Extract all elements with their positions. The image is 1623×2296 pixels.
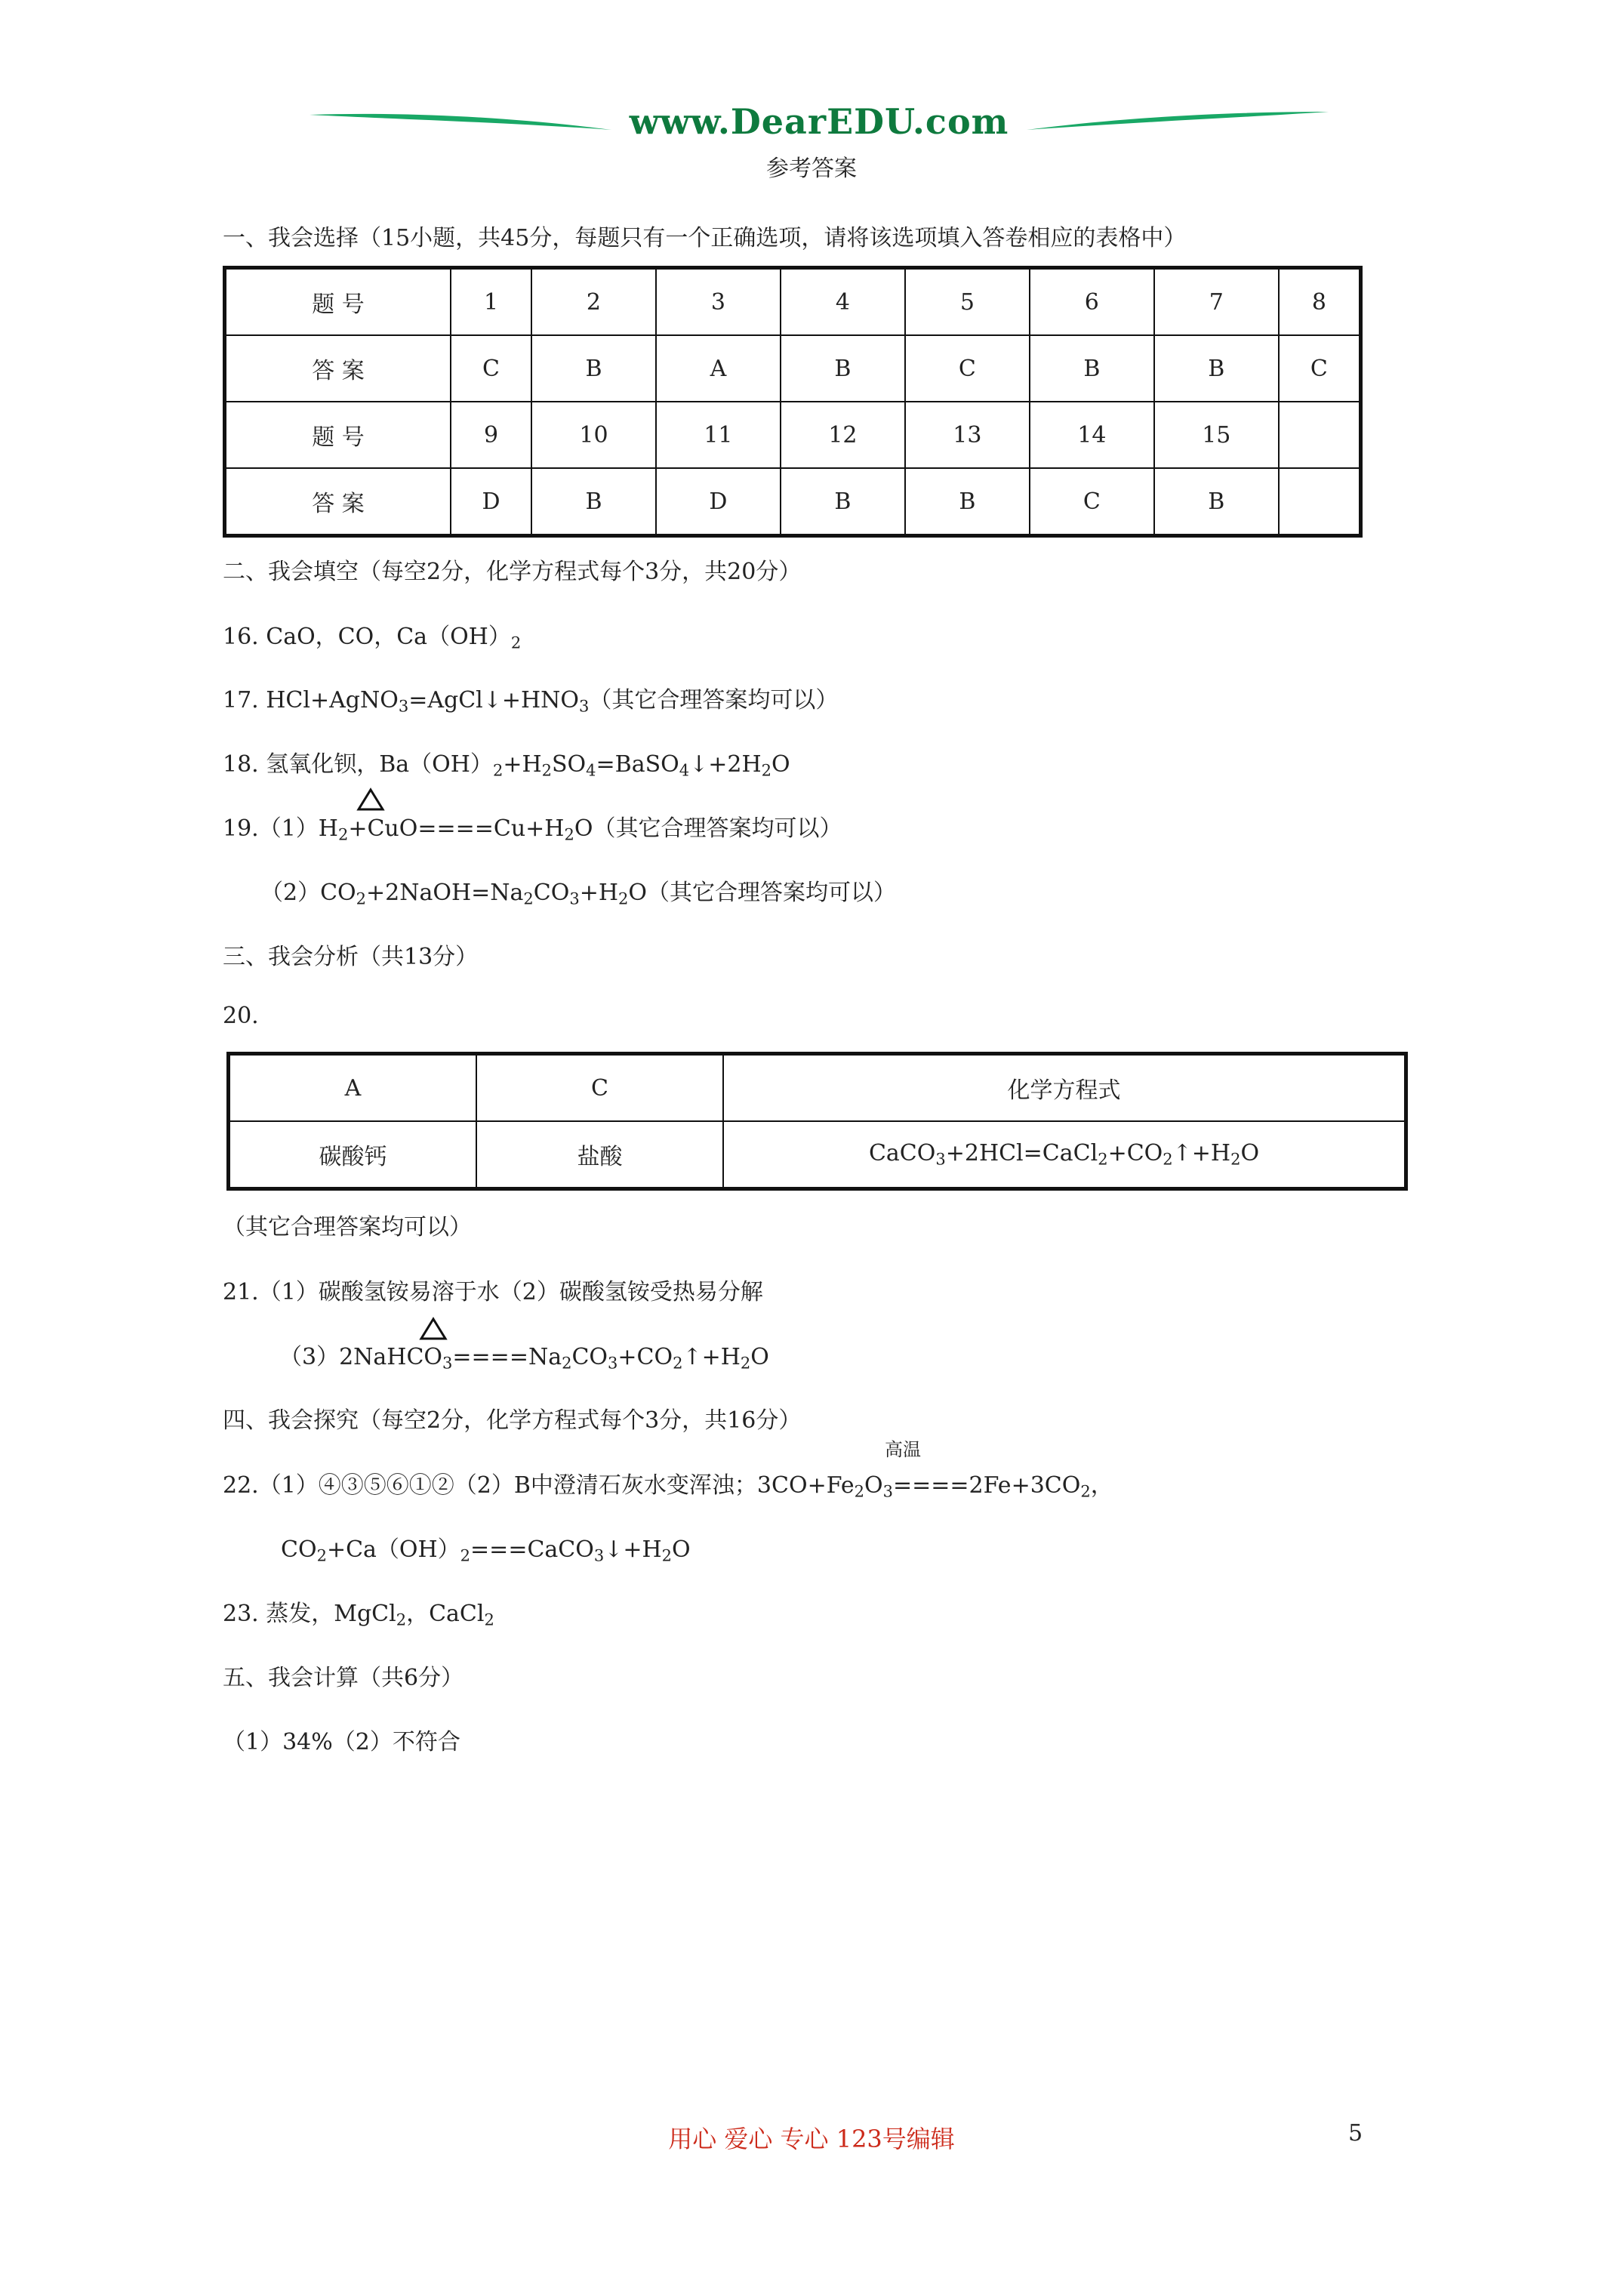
text: O（其它合理答案均可以） [574,815,842,842]
table-cell: 4 [781,268,905,336]
subscript: 2 [356,889,367,908]
table-cell: 7 [1154,268,1279,336]
table-cell: D [656,468,781,536]
table-cell: 5 [905,268,1030,336]
text: 17. HCl+AgNO [223,687,399,713]
table-row [229,1121,1406,1189]
table-row [225,335,1361,402]
subscript: 2 [396,1610,407,1629]
text: CO [533,880,570,906]
answer-22-2 [281,1530,691,1564]
text: O（其它合理答案均可以） [628,880,897,906]
equation-cell [723,1121,1406,1189]
subscript: 2 [460,1546,471,1565]
table-cell: C [1030,468,1154,536]
table-cell: C [451,335,531,402]
table-cell: 13 [905,402,1030,468]
table-row [225,268,1361,336]
text: ↓+H [604,1536,662,1563]
text: ↓+2H [689,751,762,778]
subscript: 2 [1163,1150,1173,1169]
row-label: 题 号 [225,402,451,468]
text: =AgCl↓+HNO [408,687,580,713]
table-cell: 1 [451,268,531,336]
subscript: 2 [484,1610,494,1629]
text: ===CaCO [470,1536,594,1563]
text: ↑+H [1172,1140,1231,1167]
subscript: 2 [541,761,552,780]
text: CO [281,1536,317,1563]
subscript: 2 [661,1546,673,1565]
subscript: 3 [882,1482,893,1501]
table-row [225,468,1361,536]
header-cell: 化学方程式 [723,1054,1406,1122]
subscript: 2 [523,889,534,908]
row-label: 题 号 [225,268,451,336]
subscript: 2 [1230,1150,1241,1169]
text: 18. 氢氧化钡，Ba（OH） [223,751,493,778]
table-cell: B [1154,335,1279,402]
table-cell: 2 [531,268,656,336]
section4-heading: 四、我会探究（每空2分，化学方程式每个3分，共16分） [223,1407,802,1434]
table-cell: 10 [531,402,656,468]
subscript: 2 [510,633,522,652]
subscript: 3 [442,1354,453,1373]
text: ， [1090,1472,1113,1499]
table-cell: D [451,468,531,536]
text: ====Na [452,1344,562,1370]
subscript: 2 [618,889,629,908]
answer-20-label: 20. [223,1003,259,1029]
table-cell: 盐酸 [476,1121,723,1189]
subscript: 3 [608,1354,618,1373]
text: （2）CO [260,880,356,906]
text: （3）2NaHCO [279,1344,443,1370]
table-cell: A [656,335,781,402]
answer-24: （1）34%（2）不符合 [223,1729,460,1755]
text: +H [579,880,619,906]
text: 22.（1）④③⑤⑥①②（2）B中澄清石灰水变浑浊；3CO+Fe [223,1472,855,1499]
table-cell [1279,468,1361,536]
site-name: www.DearEDU.com [629,101,1009,142]
subscript: 2 [337,825,349,844]
header-cell: A [229,1054,477,1122]
table-cell [1279,402,1361,468]
subscript: 2 [740,1354,751,1373]
table-cell: 3 [656,268,781,336]
text: CaCO [868,1140,936,1167]
subscript: 4 [586,761,596,780]
text: +2HCl=CaCl [945,1140,1098,1167]
answer-21-1: 21.（1）碳酸氢铵易溶于水（2）碳酸氢铵受热易分解 [223,1279,763,1305]
text: O [1240,1140,1260,1167]
text: O [672,1536,691,1563]
text: O [750,1344,769,1370]
section1-heading: 一、我会选择（15小题，共45分，每题只有一个正确选项，请将该选项填入答卷相应的表格中） [223,225,1187,251]
text: +CO [617,1344,673,1370]
section2-heading: 二、我会填空（每空2分，化学方程式每个3分，共20分） [223,559,802,585]
reaction-condition: 高温 [885,1439,921,1460]
table-cell: B [1030,335,1154,402]
text: +Ca（OH） [326,1536,460,1563]
footer-text: 用心 爱心 专心 123号编辑 [668,2125,955,2153]
subscript: 2 [564,825,574,844]
answer-23 [223,1595,494,1629]
text: +CO [1107,1140,1163,1167]
analysis-table [226,1052,1408,1191]
answer-table [223,266,1363,538]
answer-19-1 [223,809,842,843]
table-cell: 12 [781,402,905,468]
table-cell: B [905,468,1030,536]
answer-16 [223,618,521,652]
row-label: 答 案 [225,335,451,402]
subscript: 2 [1080,1482,1091,1501]
table-row [225,402,1361,468]
table-cell: 8 [1279,268,1361,336]
text: CO [571,1344,608,1370]
answer-16-text: 16. CaO，CO，Ca（OH） [223,624,511,650]
text: =BaSO [596,751,679,778]
table-cell: B [781,335,905,402]
table-row [229,1054,1406,1122]
answer-18 [223,745,790,779]
subscript: 2 [1098,1150,1108,1169]
page-number: 5 [1348,2120,1363,2147]
answer-21-3 [279,1338,769,1372]
table-cell: B [1154,468,1279,536]
subscript: 2 [492,761,504,780]
table-cell: 14 [1030,402,1154,468]
table-cell: C [1279,335,1361,402]
subscript: 3 [579,697,590,716]
table-cell: 9 [451,402,531,468]
subscript: 3 [593,1546,605,1565]
text: 19.（1）H [223,815,338,842]
subscript: 3 [569,889,580,908]
site-logo [310,97,1329,149]
subscript: 4 [679,761,690,780]
text: +2NaOH=Na [366,880,524,906]
subscript: 2 [316,1546,327,1565]
text: +H [503,751,542,778]
subscript: 2 [854,1482,865,1501]
header-cell: C [476,1054,723,1122]
subscript: 2 [562,1354,572,1373]
text: ，CaCl [406,1601,485,1627]
subscript: 2 [761,761,772,780]
table-cell: 6 [1030,268,1154,336]
heat-triangle-icon [356,787,385,812]
page-title: 参考答案 [766,156,857,182]
table-cell: C [905,335,1030,402]
text: ====2Fe+3CO [893,1472,1081,1499]
text: （其它合理答案均可以） [589,687,839,713]
text: ↑+H [682,1344,741,1370]
text: +CuO====Cu+H [348,815,565,842]
text: O [864,1472,883,1499]
text: SO [552,751,587,778]
analysis-note: （其它合理答案均可以） [223,1214,472,1240]
table-cell: 15 [1154,402,1279,468]
subscript: 3 [935,1150,946,1169]
table-cell: B [531,468,656,536]
table-cell: 11 [656,402,781,468]
table-cell: B [781,468,905,536]
answer-17 [223,681,838,715]
answer-19-2 [260,874,896,908]
subscript: 3 [398,697,409,716]
text: 23. 蒸发，MgCl [223,1601,396,1627]
table-cell: B [531,335,656,402]
answer-22-1 [223,1466,1113,1500]
text: O [771,751,790,778]
table-cell: 碳酸钙 [229,1121,477,1189]
subscript: 2 [673,1354,683,1373]
section5-heading: 五、我会计算（共6分） [223,1665,464,1691]
section3-heading: 三、我会分析（共13分） [223,944,479,970]
row-label: 答 案 [225,468,451,536]
